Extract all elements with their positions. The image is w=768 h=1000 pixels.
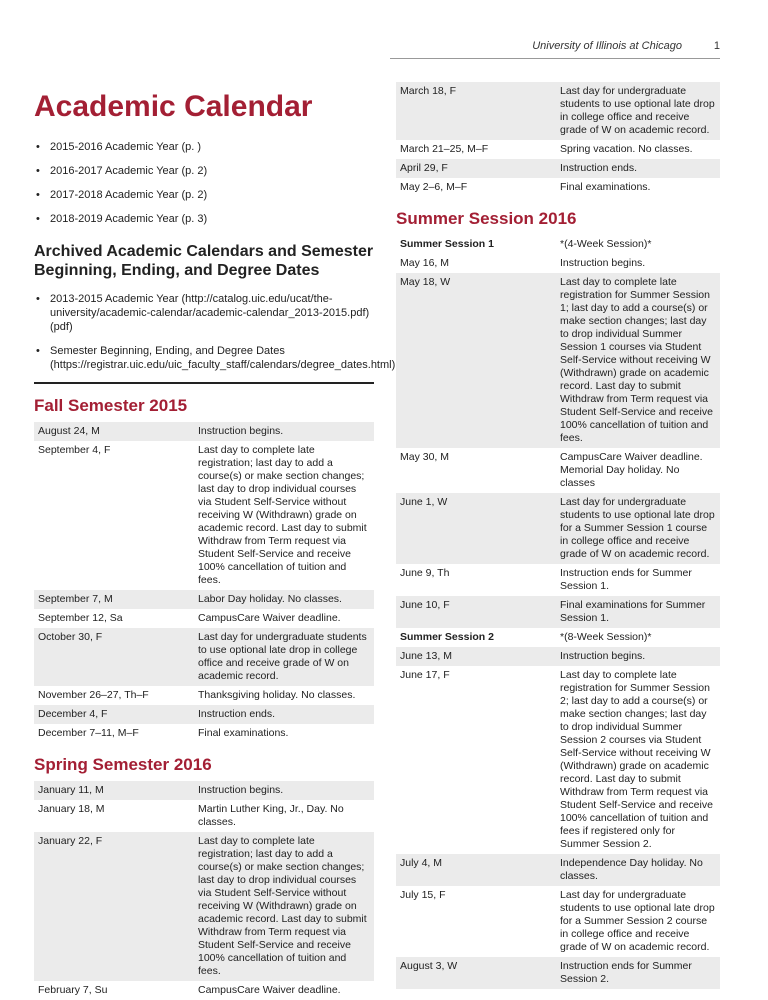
table-row: January 18, M Martin Luther King, Jr., Day. No classes.	[34, 800, 374, 832]
table-row: August 3, W Instruction ends for Summer Session 2.	[396, 957, 720, 989]
table-row: January 11, M Instruction begins.	[34, 781, 374, 800]
table-row: August 24, M Instruction begins.	[34, 422, 374, 441]
toc-item[interactable]: • 2018-2019 Academic Year (p. 3)	[34, 212, 374, 226]
table-row: July 4, M Independence Day holiday. No classes.	[396, 854, 720, 886]
summer-heading: Summer Session 2016	[396, 209, 577, 228]
toc-list	[34, 140, 374, 226]
page-title: Academic Calendar	[34, 90, 313, 123]
table-row: September 7, M Labor Day holiday. No classes.	[34, 590, 374, 609]
table-row: May 18, W Last day to complete late registration for Summer Session 1; last day to add a course(s) or make section changes; last day to drop individual Summer Session 1 courses via Student Self-Service without receiving W (Withdrawn) grade on academic record. Last day to submit Withdraw from Term request via Student Self-Service and receive 100% cancellation of tuition and fees.	[396, 273, 720, 448]
table-row: May 16, M Instruction begins.	[396, 254, 720, 273]
archived-link[interactable]: • 2013-2015 Academic Year (http://catalog.uic.edu/ucat/the-university/academic-calendar/academic-calendar_2013-2015.pdf) (pdf)	[34, 292, 374, 334]
header-rule	[390, 58, 720, 59]
session-header-row: Summer Session 1 *(4-Week Session)*	[396, 235, 720, 254]
table-row: June 10, F Final examinations for Summer Session 1.	[396, 596, 720, 628]
table-row: September 12, Sa CampusCare Waiver deadline.	[34, 609, 374, 628]
page-number: 1	[713, 40, 720, 52]
section-divider	[34, 382, 374, 384]
table-row: June 1, W Last day for undergraduate students to use optional late drop for a Summer Session 1 course in college office and receive grade of W on academic record.	[396, 493, 720, 564]
fall-calendar-table	[34, 422, 374, 743]
page-header	[0, 40, 768, 60]
session-header-row: Summer Session 2 *(8-Week Session)*	[396, 628, 720, 647]
table-row: November 26–27, Th–F Thanksgiving holiday. No classes.	[34, 686, 374, 705]
toc-item[interactable]: • 2016-2017 Academic Year (p. 2)	[34, 164, 374, 178]
table-row: April 29, F Instruction ends.	[396, 159, 720, 178]
table-row: September 4, F Last day to complete late registration; last day to add a course(s) or make section changes; last day to drop individual courses via Student Self-Service without receiving W (Withdrawn) grade on academic record. Last day to submit Withdraw from Term request via Student Self-Service and receive 100% cancellation of tuition and fees.	[34, 441, 374, 590]
table-row: May 30, M CampusCare Waiver deadline. Memorial Day holiday. No classes	[396, 448, 720, 493]
table-row: October 30, F Last day for undergraduate students to use optional late drop in college office and receive grade of W on academic record.	[34, 628, 374, 686]
table-row: February 7, Su CampusCare Waiver deadline.	[34, 981, 374, 1000]
table-row: June 17, F Last day to complete late registration for Summer Session 2; last day to add a course(s) or make section changes; last day to drop individual Summer Session 2 courses via Student Self-Service without receiving W (Withdrawn) grade on academic record. Last day to submit Withdraw from Term request via Student Self-Service and receive 100% cancellation of tuition and fees if registered only for Summer Session 2.	[396, 666, 720, 854]
spring-heading: Spring Semester 2016	[34, 755, 212, 774]
table-row: June 9, Th Instruction ends for Summer Session 1.	[396, 564, 720, 596]
toc-item[interactable]: • 2015-2016 Academic Year (p. )	[34, 140, 374, 154]
table-row: March 18, F Last day for undergraduate students to use optional late drop in college office and receive grade of W on academic record.	[396, 82, 720, 140]
left-column	[34, 82, 396, 1000]
table-row: March 21–25, M–F Spring vacation. No classes.	[396, 140, 720, 159]
toc-item[interactable]: • 2017-2018 Academic Year (p. 2)	[34, 188, 374, 202]
archived-link[interactable]: • Semester Beginning, Ending, and Degree Dates (https://registrar.uic.edu/uic_faculty_staff/calendars/degree_dates.html)	[34, 344, 374, 372]
summer-calendar-table	[396, 235, 720, 989]
running-header-university: University of Illinois at Chicago	[532, 40, 682, 52]
table-row: January 22, F Last day to complete late registration; last day to add a course(s) or make section changes; last day to drop individual courses via Student Self-Service without receiving W (Withdrawn) grade on academic record. Last day to submit Withdraw from Term request via Student Self-Service and receive 100% cancellation of tuition and fees.	[34, 832, 374, 981]
table-row: December 7–11, M–F Final examinations.	[34, 724, 374, 743]
archived-links	[34, 292, 396, 372]
table-row: May 2–6, M–F Final examinations.	[396, 178, 720, 197]
table-row: June 13, M Instruction begins.	[396, 647, 720, 666]
spring-continued-table	[396, 82, 720, 197]
archived-heading: Archived Academic Calendars and Semester Beginning, Ending, and Degree Dates	[34, 243, 374, 279]
right-column	[396, 82, 720, 989]
table-row: December 4, F Instruction ends.	[34, 705, 374, 724]
fall-heading: Fall Semester 2015	[34, 396, 188, 415]
spring-calendar-table	[34, 781, 374, 1000]
table-row: July 15, F Last day for undergraduate students to use optional late drop for a Summer Session 2 course in college office and receive grade of W on academic record.	[396, 886, 720, 957]
